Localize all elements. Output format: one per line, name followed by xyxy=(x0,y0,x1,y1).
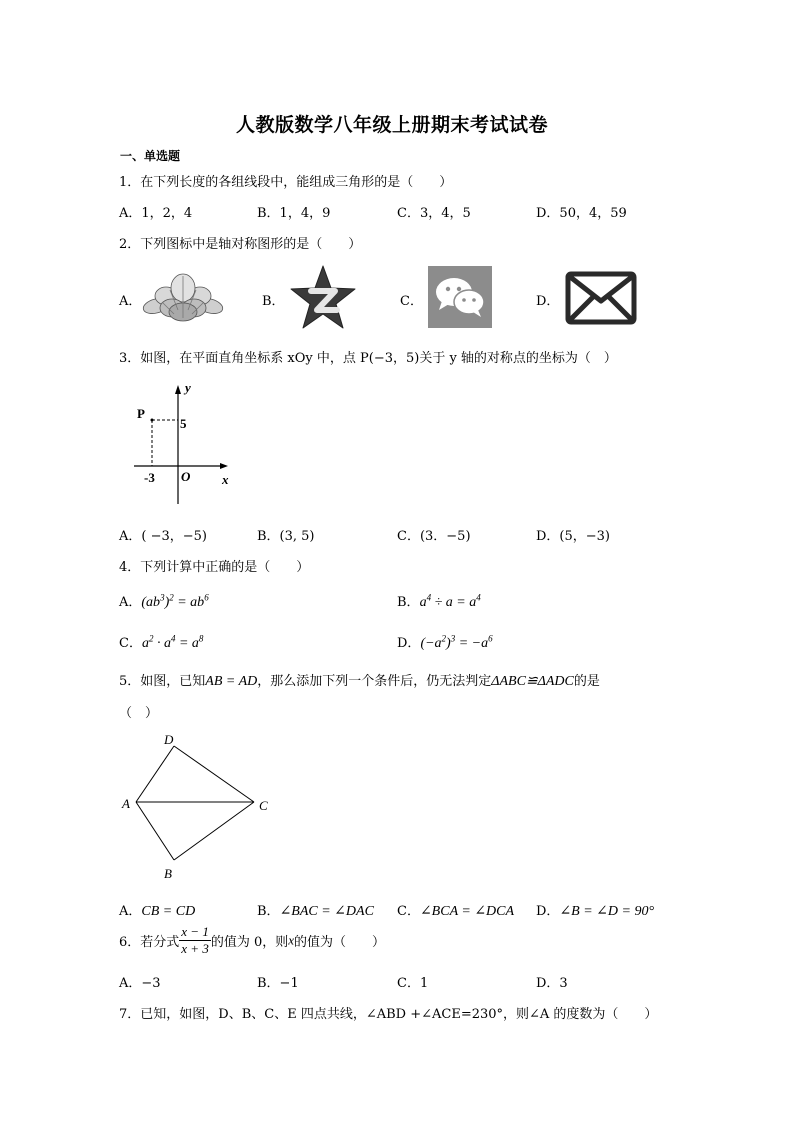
question-2-stem: 2．下列图标中是轴对称图形的是（ ） xyxy=(119,237,362,252)
q3-option-b: B．(3, 5) xyxy=(257,529,315,544)
vertex-b-label: B xyxy=(164,866,172,881)
point-p-label: P xyxy=(137,406,145,421)
q6-option-a: A．−3 xyxy=(119,976,161,991)
q6-denominator: x + 3 xyxy=(181,941,209,956)
q5-condition: AB = AD xyxy=(205,674,258,689)
x-value-label: -3 xyxy=(144,470,155,485)
question-6-stem xyxy=(119,924,385,957)
q1-option-a: A．1，2，4 xyxy=(119,206,193,221)
q4-label-c: C． xyxy=(119,636,142,651)
q2-label-c: C． xyxy=(400,294,423,309)
quadrilateral-figure xyxy=(118,730,278,885)
q5-stem-prefix: 5．如图，已知 xyxy=(119,674,206,689)
q6-variable: x xyxy=(288,932,295,948)
q6-fraction xyxy=(179,924,211,957)
q5-option-b xyxy=(257,900,374,920)
q4-label-d: D． xyxy=(397,636,421,651)
q5-stem-suffix: 的是 xyxy=(573,674,600,689)
q5-option-a xyxy=(119,900,195,920)
q6-option-c: C．1 xyxy=(397,976,429,991)
coordinate-figure xyxy=(128,380,238,510)
q3-option-a: A．( −3，−5) xyxy=(119,529,207,544)
lotus-flower-icon xyxy=(142,268,224,326)
q4-option-d: D．$(-a^2)^3 = -a^6$ xyxy=(397,633,493,651)
y-value-label: 5 xyxy=(180,416,187,431)
q5-option-d-text: ∠B = ∠D = 90° xyxy=(559,904,655,919)
q3-option-d: D．(5，−3) xyxy=(536,529,611,544)
q3-option-c: C．(3．−5) xyxy=(397,529,471,544)
q2-label-d: D． xyxy=(536,294,560,309)
q1-option-d: D．50，4，59 xyxy=(536,206,627,221)
q5-option-c xyxy=(397,900,514,920)
origin-label: O xyxy=(181,469,191,484)
q5-stem-mid: ，那么添加下列一个条件后，仍无法判定 xyxy=(257,674,492,689)
q4-option-b: B．$a^4 \div a = a^4$ xyxy=(397,592,481,610)
q4-label-b: B． xyxy=(397,595,420,610)
y-axis-label: y xyxy=(185,380,191,395)
q5-option-a-text: CB = CD xyxy=(141,904,196,919)
q5-option-d xyxy=(536,900,654,920)
q2-label-b: B． xyxy=(262,294,285,309)
q5-congruence: ΔABC≌ΔADC xyxy=(491,674,574,689)
q2-label-a: A． xyxy=(119,294,142,309)
q6-option-b: B．−1 xyxy=(257,976,299,991)
question-5-stem xyxy=(119,670,600,690)
q5-label-a: A． xyxy=(119,904,142,919)
vertex-a-label: A xyxy=(122,796,130,811)
q5-label-d: D． xyxy=(536,904,560,919)
q4-label-a: A． xyxy=(119,595,142,610)
q1-option-c: C．3，4，5 xyxy=(397,206,471,221)
q4-option-a: A．$(ab^3)^2 = ab^6$ xyxy=(119,592,209,610)
question-3-stem: 3．如图，在平面直角坐标系 xOy 中，点 P(−3，5)关于 y 轴的对称点的坐标为（ ） xyxy=(119,351,617,366)
question-1-stem: 1．在下列长度的各组线段中，能组成三角形的是（ ） xyxy=(119,175,453,190)
q5-label-b: B． xyxy=(257,904,280,919)
question-4-stem: 4．下列计算中正确的是（ ） xyxy=(119,560,310,575)
qq-star-z-icon xyxy=(289,264,357,332)
q6-stem-prefix: 6．若分式 xyxy=(119,935,180,950)
question-5-stem-line2: （ ） xyxy=(119,706,159,721)
x-axis-label: x xyxy=(222,472,229,487)
q1-option-b: B．1，4，9 xyxy=(257,206,331,221)
q6-stem-suffix: 的值为（ ） xyxy=(294,935,386,950)
q6-option-d: D．3 xyxy=(536,976,568,991)
q4-option-c: C．$a^2 \cdot a^4 = a^8$ xyxy=(119,633,204,651)
q5-option-b-text: ∠BAC = ∠DAC xyxy=(279,904,374,919)
vertex-d-label: D xyxy=(164,732,174,747)
q5-option-c-text: ∠BCA = ∠DCA xyxy=(419,904,515,919)
wechat-icon xyxy=(428,266,492,328)
question-7-stem: 7．已知，如图，D、B、C、E 四点共线，∠ABD +∠ACE=230°，则∠A 的度数为（ ） xyxy=(119,1007,658,1022)
vertex-c-label: C xyxy=(259,798,268,813)
page-title: 人教版数学八年级上册期末考试试卷 xyxy=(236,114,549,136)
q5-label-c: C． xyxy=(397,904,420,919)
q6-numerator: x − 1 xyxy=(181,924,209,939)
envelope-icon xyxy=(565,271,637,325)
section-heading: 一、单选题 xyxy=(120,149,181,163)
q6-stem-mid: 的值为 0，则 xyxy=(210,935,289,950)
